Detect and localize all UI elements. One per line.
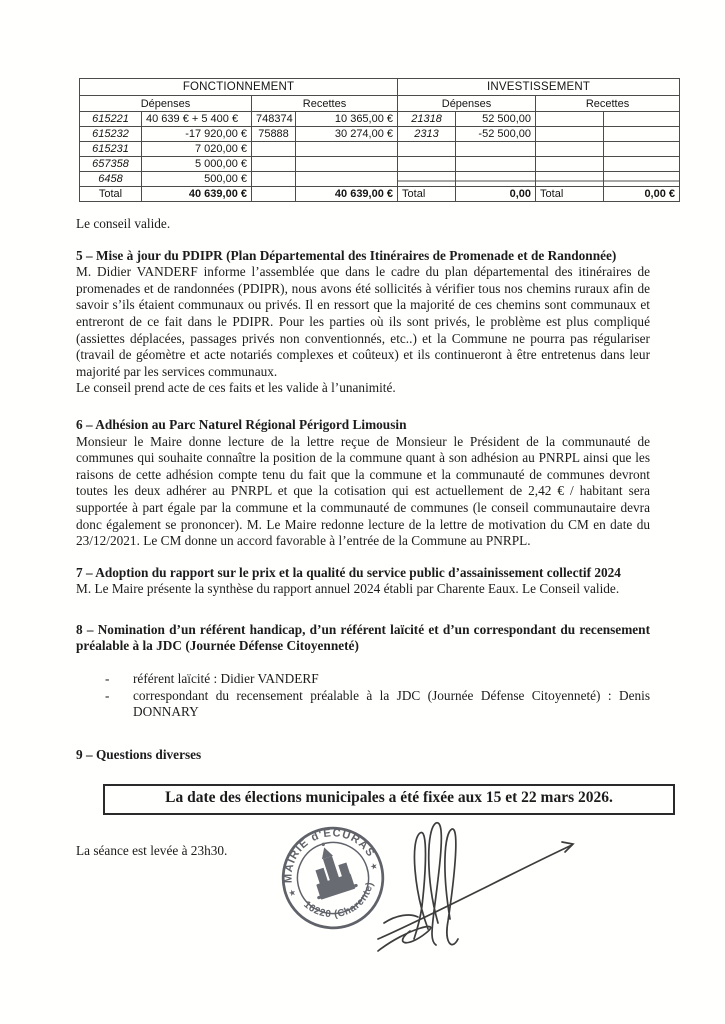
total-label: Total bbox=[536, 187, 604, 202]
document-footer bbox=[76, 827, 650, 977]
total-amount: 40 639,00 € bbox=[142, 187, 252, 202]
validation-note: Le conseil valide. bbox=[76, 216, 171, 231]
section-5-heading: 5 – Mise à jour du PDIPR (Plan Départemental des Itinéraires de Promenade et de Randonnée) bbox=[76, 247, 617, 263]
amount: 40 639 € + 5 400 € bbox=[142, 112, 252, 127]
empty-cell bbox=[252, 142, 296, 157]
total-amount: 0,00 € bbox=[604, 187, 680, 202]
account-code: 2313 bbox=[398, 127, 456, 142]
section-investissement: INVESTISSEMENT bbox=[398, 79, 680, 96]
section-8-heading: 8 – Nomination d’un référent handicap, d’un référent laïcité et d’un correspondant du recensement préalable à la JDC (Journée Défense Citoyenneté) bbox=[76, 621, 650, 654]
empty-cell bbox=[456, 157, 536, 172]
account-code: 615231 bbox=[80, 142, 142, 157]
account-code: 748374 bbox=[252, 112, 296, 127]
empty-cell bbox=[536, 142, 604, 157]
amount: 500,00 € bbox=[142, 172, 252, 187]
amount: 30 274,00 € bbox=[296, 127, 398, 142]
table-row bbox=[80, 157, 680, 172]
table-row bbox=[80, 112, 680, 127]
section-7-paragraph: M. Le Maire présente la synthèse du rapport annuel 2024 établi par Charente Eaux. Le Conseil valide. bbox=[76, 581, 620, 597]
col-header-recettes-i: Recettes bbox=[536, 96, 680, 112]
total-label: Total bbox=[80, 187, 142, 202]
account-code: 75888 bbox=[252, 127, 296, 142]
table-row bbox=[80, 172, 680, 187]
empty-cell bbox=[398, 142, 456, 157]
minutes-body bbox=[76, 216, 650, 977]
empty-cell bbox=[536, 127, 604, 142]
stamp-top-text: MAIRIE d'ECURAS bbox=[282, 827, 377, 884]
empty-cell bbox=[536, 112, 604, 127]
empty-cell bbox=[252, 187, 296, 202]
total-label: Total bbox=[398, 187, 456, 202]
stamp-bottom-text: 16220 (Charente) bbox=[301, 880, 377, 921]
section-8-bullet-list bbox=[76, 671, 650, 721]
table-row bbox=[80, 142, 680, 157]
account-code: 615221 bbox=[80, 112, 142, 127]
total-amount: 40 639,00 € bbox=[296, 187, 398, 202]
section-7-heading: 7 – Adoption du rapport sur le prix et la qualité du service public d’assainissement collectif 2024 bbox=[76, 564, 621, 580]
empty-cell bbox=[604, 112, 680, 127]
col-header-depenses-f: Dépenses bbox=[80, 96, 252, 112]
empty-cell bbox=[604, 127, 680, 142]
amount: 7 020,00 € bbox=[142, 142, 252, 157]
budget-table bbox=[79, 78, 680, 202]
section-9-heading: 9 – Questions diverses bbox=[76, 746, 202, 762]
empty-cell bbox=[604, 157, 680, 172]
empty-cell bbox=[456, 172, 536, 187]
account-code: 21318 bbox=[398, 112, 456, 127]
empty-cell bbox=[604, 172, 680, 187]
amount: 5 000,00 € bbox=[142, 157, 252, 172]
empty-cell bbox=[398, 172, 456, 187]
account-code: 657358 bbox=[80, 157, 142, 172]
amount: -52 500,00 bbox=[456, 127, 536, 142]
empty-cell bbox=[296, 172, 398, 187]
section-5-note: Le conseil prend acte de ces faits et les valide à l’unanimité. bbox=[76, 380, 396, 396]
section-fonctionnement: FONCTIONNEMENT bbox=[80, 79, 398, 96]
empty-cell bbox=[252, 157, 296, 172]
bullet-text: référent laïcité : Didier VANDERF bbox=[133, 671, 319, 687]
stamp-star-right: ★ bbox=[368, 860, 379, 873]
account-code: 615232 bbox=[80, 127, 142, 142]
amount: -17 920,00 € bbox=[142, 127, 252, 142]
stamp-star-left: ★ bbox=[286, 886, 298, 899]
list-item bbox=[76, 671, 650, 688]
closing-statement: La séance est levée à 23h30. bbox=[76, 843, 228, 859]
table-row bbox=[80, 127, 680, 142]
col-header-depenses-i: Dépenses bbox=[398, 96, 536, 112]
col-header-recettes-f: Recettes bbox=[252, 96, 398, 112]
table-total-row bbox=[80, 187, 680, 202]
bullet-text: correspondant du recensement préalable à la JDC (Journée Défense Citoyenneté) : Denis DONNARY bbox=[133, 687, 650, 720]
empty-cell bbox=[252, 172, 296, 187]
empty-cell bbox=[398, 157, 456, 172]
list-item bbox=[76, 688, 650, 721]
empty-cell bbox=[296, 142, 398, 157]
mayor-signature bbox=[376, 811, 591, 961]
account-code: 6458 bbox=[80, 172, 142, 187]
election-date-announcement: La date des élections municipales a été fixée aux 15 et 22 mars 2026. bbox=[103, 784, 675, 815]
section-5-paragraph: M. Didier VANDERF informe l’assemblée que dans le cadre du plan départemental des itinéraires de promenades et de randonnées (PDIPR), nous avons été sollicités à vérifier tous nos chemins ruraux afin de savoir s’ils étaient communaux ou privés. Il en ressort que la majorité de ces chemins sont communaux et entreront de ce fait dans le PDIPR. Pour les parties où ils sont privés, le problème est plus compliqué (assiettes déplacées, passages privés non conventionnés, etc..) et la Commune ne pourra pas régulariser (travail de géomètre et acte notariés complexes et coûteux) et ils continueront à être entretenus dans leur majorité par les services communaux. bbox=[76, 264, 650, 379]
total-amount: 0,00 bbox=[456, 187, 536, 202]
table-subheader-row bbox=[80, 96, 680, 112]
section-6-heading: 6 – Adhésion au Parc Naturel Régional Périgord Limousin bbox=[76, 416, 407, 432]
empty-cell bbox=[536, 157, 604, 172]
bullet-dash: - bbox=[105, 687, 110, 703]
section-6-paragraph: Monsieur le Maire donne lecture de la lettre reçue de Monsieur le Président de la communauté de communes qui souhaite connaître la position de la commune quant à son adhésion au PNRPL ainsi que les raisons de cette adhésion compte tenu du fait que la commune et la communauté de communes devront toutes les deux adhérer au PNRPL et que la cotisation qui est actuellement de 2,42 € / habitant sera supportée à part égale par la commune et la communauté de communes (le conseil communautaire devra donc également se prononcer). M. Le Maire redonne lecture de la lettre de motivation du CM en date du 23/12/2021. Le CM donne un accord favorable à l’entrée de la Commune au PNRPL. bbox=[76, 433, 650, 549]
table-section-header-row bbox=[80, 79, 680, 96]
amount: 52 500,00 bbox=[456, 112, 536, 127]
amount: 10 365,00 € bbox=[296, 112, 398, 127]
bullet-dash: - bbox=[105, 671, 110, 687]
empty-cell bbox=[536, 172, 604, 187]
empty-cell bbox=[604, 142, 680, 157]
empty-cell bbox=[296, 157, 398, 172]
empty-cell bbox=[456, 142, 536, 157]
